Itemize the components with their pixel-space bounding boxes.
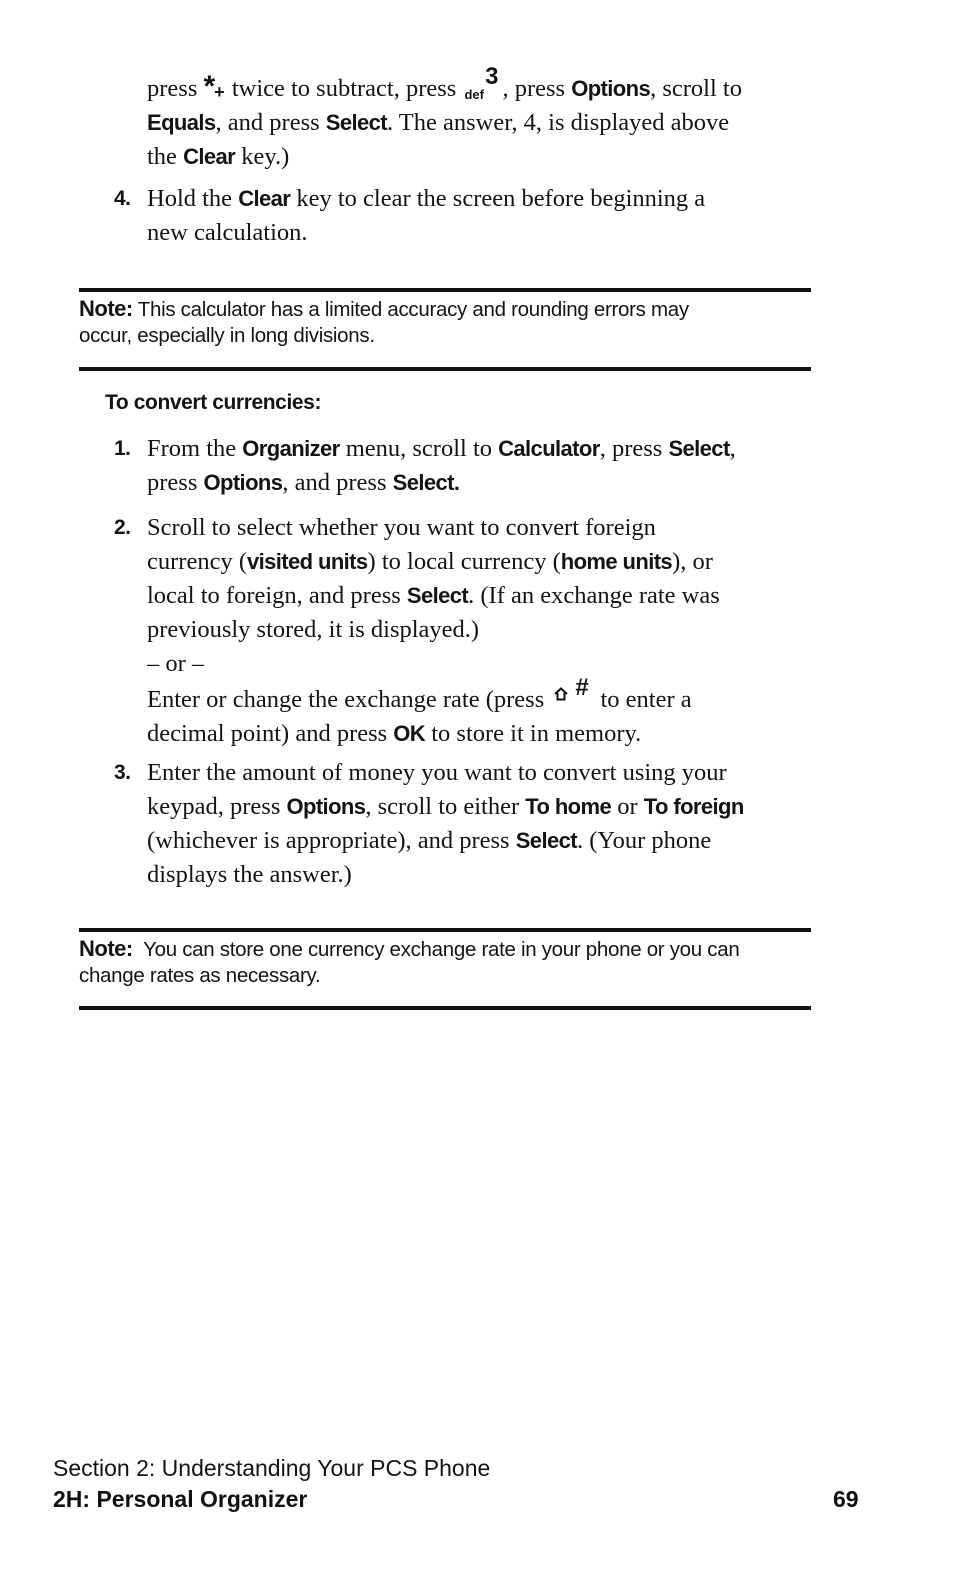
hash-key-icon: #	[554, 681, 590, 707]
step-number: 4.	[114, 187, 131, 210]
step-number: 2.	[114, 516, 131, 539]
currency-step-2: 2. Scroll to select whether you want to convert foreign currency (visited units) to local currency (home units), or local to foreign, and press Select. (If an exchange rate was previously stored, it is displayed.) – or – Enter or change the exchange rate (press # to enter a decimal point) and press OK to store it in memory.	[147, 511, 827, 751]
step-number: 1.	[114, 437, 131, 460]
note-label: Note:	[79, 936, 133, 961]
currency-step-1: 1. From the Organizer menu, scroll to Calculator, press Select, press Options, and press Select.	[147, 432, 827, 500]
three-def-key-icon: 3 def	[464, 63, 499, 102]
note-calculator-accuracy: Note: This calculator has a limited accuracy and rounding errors may occur, especially in long divisions.	[79, 296, 689, 347]
note-rule-bottom	[79, 367, 811, 371]
note-rule-top	[79, 288, 811, 292]
star-plus-key-icon: *+	[203, 70, 225, 103]
note-label: Note:	[79, 296, 133, 321]
note-rule-top	[79, 928, 811, 932]
currency-step-3: 3. Enter the amount of money you want to convert using your keypad, press Options, scroll to either To home or To foreign (whichever is appropriate), and press Select. (Your phone displays the answer.)	[147, 756, 827, 892]
step-number: 3.	[114, 761, 131, 784]
page-number: 69	[833, 1486, 859, 1512]
footer-section-title: Section 2: Understanding Your PCS Phone	[53, 1455, 491, 1481]
or-separator: – or –	[147, 650, 205, 677]
footer-chapter-title: 2H: Personal Organizer	[53, 1486, 308, 1512]
section-heading: To convert currencies:	[105, 391, 322, 414]
step3-continued: press *+ twice to subtract, press 3 def , press Options, scroll to Equals, and press Select. The answer, 4, is displayed above the Clear key.)	[147, 63, 742, 170]
note-exchange-rate: Note: You can store one currency exchange rate in your phone or you can change rates as necessary.	[79, 936, 740, 987]
note-rule-bottom	[79, 1006, 811, 1010]
step-4: 4. Hold the Clear key to clear the screen before beginning a new calculation.	[147, 182, 827, 250]
house-icon	[554, 687, 568, 701]
